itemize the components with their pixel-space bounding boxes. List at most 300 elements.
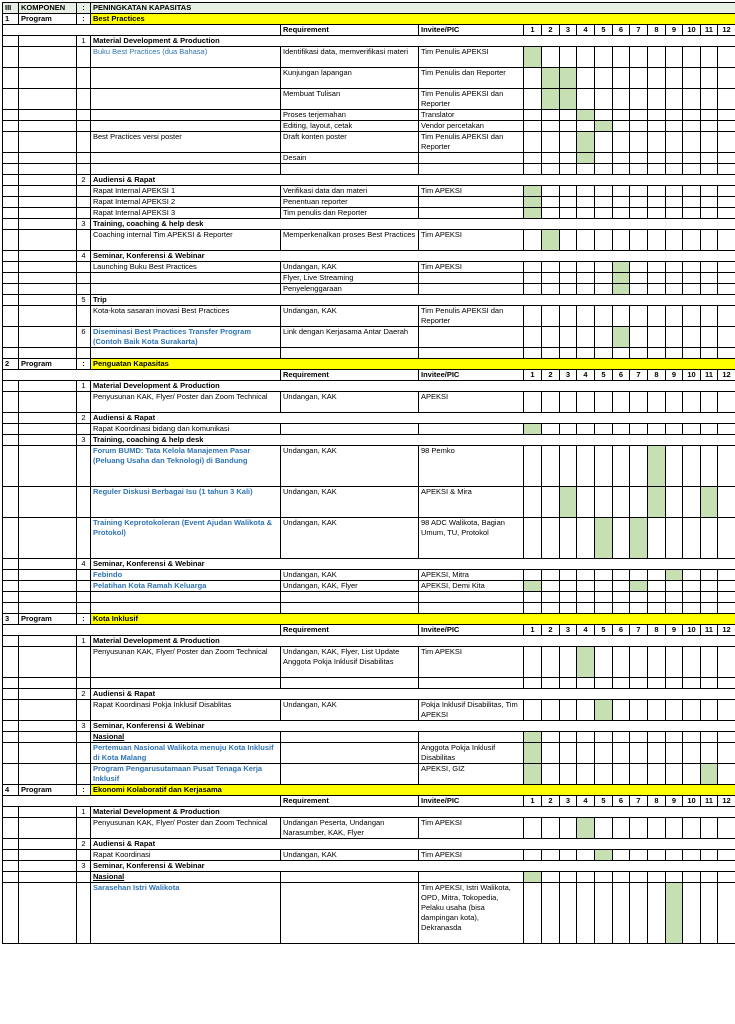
- activity-row: [3, 153, 735, 164]
- activity-row: [3, 132, 735, 153]
- month-header: 3: [560, 625, 577, 636]
- month-cell: [718, 284, 735, 295]
- month-cell: [666, 592, 683, 603]
- month-cell: [718, 743, 735, 764]
- month-cell: [648, 424, 666, 435]
- month-cell: [613, 570, 630, 581]
- month-cell: [595, 818, 613, 839]
- activity-row: [3, 186, 735, 197]
- month-cell: [666, 164, 683, 175]
- month-cell: [683, 121, 701, 132]
- activity-name: Launching Buku Best Practices: [91, 262, 281, 273]
- activity-name: Training Keprotokoleran (Event Ajudan Walikota & Protokol): [91, 518, 281, 559]
- activity-row: [3, 273, 735, 284]
- month-cell: [648, 700, 666, 721]
- activity-name: [91, 110, 281, 121]
- section-number: 5: [77, 295, 91, 306]
- month-cell: [718, 592, 735, 603]
- activity-name: Penyusunan KAK, Flyer/ Poster dan Zoom Technical: [91, 818, 281, 839]
- month-cell: [577, 764, 595, 785]
- invitee-cell: Tim APEKSI, Istri Walikota, OPD, Mitra, Tokopedia, Pelaku usaha (bisa dampingan kota), Dekranasda: [419, 883, 524, 944]
- section-number: 3: [77, 861, 91, 872]
- month-cell: [560, 121, 577, 132]
- month-cell: [630, 592, 648, 603]
- month-cell: [613, 872, 630, 883]
- requirement-cell: Editing, layout, cetak: [281, 121, 419, 132]
- activity-name: [91, 284, 281, 295]
- activity-name: [91, 89, 281, 110]
- month-header: 2: [542, 625, 560, 636]
- invitee-cell: APEKSI, Mitra: [419, 570, 524, 581]
- invitee-cell: [419, 273, 524, 284]
- month-cell: [595, 230, 613, 251]
- section-number: 4: [77, 559, 91, 570]
- month-header: 10: [683, 625, 701, 636]
- month-header: 2: [542, 796, 560, 807]
- section-row: [3, 36, 735, 47]
- month-cell: [666, 700, 683, 721]
- month-cell: [683, 581, 701, 592]
- month-cell: [613, 68, 630, 89]
- month-cell: [718, 518, 735, 559]
- month-cell: [630, 262, 648, 273]
- activity-row: [3, 230, 735, 251]
- month-header: 6: [613, 25, 630, 36]
- month-cell: [666, 570, 683, 581]
- month-cell: [613, 284, 630, 295]
- month-cell: [560, 89, 577, 110]
- month-cell: [683, 678, 701, 689]
- month-cell: [648, 230, 666, 251]
- month-cell: [595, 392, 613, 413]
- month-cell: [577, 700, 595, 721]
- month-cell: [718, 68, 735, 89]
- program-row: [3, 785, 735, 796]
- requirement-cell: Penyelenggaraan: [281, 284, 419, 295]
- month-header: 12: [718, 796, 735, 807]
- month-header: 11: [701, 796, 718, 807]
- month-cell: [524, 132, 542, 153]
- month-header: 12: [718, 625, 735, 636]
- row-number: 3: [3, 614, 19, 625]
- month-cell: [542, 47, 560, 68]
- invitee-cell: Tim APEKSI: [419, 818, 524, 839]
- month-cell: [718, 487, 735, 518]
- invitee-header: Invitee/PIC: [419, 25, 524, 36]
- month-cell: [524, 764, 542, 785]
- month-cell: [613, 743, 630, 764]
- requirement-cell: Verifikasi data dan materi: [281, 186, 419, 197]
- column-header-row: [3, 796, 735, 807]
- month-cell: [648, 581, 666, 592]
- activity-name: Rapat Internal APEKSI 3: [91, 208, 281, 219]
- month-cell: [718, 327, 735, 348]
- month-cell: [630, 164, 648, 175]
- month-cell: [683, 424, 701, 435]
- subsection-row: [3, 872, 735, 883]
- month-cell: [560, 818, 577, 839]
- month-cell: [666, 262, 683, 273]
- month-cell: [613, 850, 630, 861]
- month-cell: [595, 592, 613, 603]
- section-title: Audiensi & Rapat: [91, 839, 735, 850]
- month-cell: [560, 570, 577, 581]
- requirement-cell: Undangan, KAK: [281, 262, 419, 273]
- month-cell: [648, 603, 666, 614]
- section-row: [3, 295, 735, 306]
- invitee-header: Invitee/PIC: [419, 625, 524, 636]
- month-cell: [577, 518, 595, 559]
- month-cell: [542, 732, 560, 743]
- month-header: 6: [613, 796, 630, 807]
- invitee-cell: Pokja Inklusif Disabilitas, Tim APEKSI: [419, 700, 524, 721]
- activity-row: [3, 424, 735, 435]
- activity-row: [3, 570, 735, 581]
- activity-row: [3, 208, 735, 219]
- month-cell: [577, 306, 595, 327]
- month-cell: [577, 89, 595, 110]
- month-cell: [701, 197, 718, 208]
- requirement-cell: [281, 764, 419, 785]
- month-header: 3: [560, 796, 577, 807]
- month-cell: [630, 424, 648, 435]
- month-cell: [630, 743, 648, 764]
- month-cell: [613, 186, 630, 197]
- month-cell: [595, 153, 613, 164]
- section-row: [3, 175, 735, 186]
- month-cell: [560, 262, 577, 273]
- invitee-cell: [419, 208, 524, 219]
- month-cell: [595, 327, 613, 348]
- month-cell: [613, 647, 630, 678]
- month-cell: [595, 164, 613, 175]
- month-cell: [701, 592, 718, 603]
- month-cell: [630, 581, 648, 592]
- month-cell: [666, 446, 683, 487]
- blank-row: [3, 592, 735, 603]
- month-cell: [666, 273, 683, 284]
- month-cell: [630, 818, 648, 839]
- row-colon: :: [77, 359, 91, 370]
- row-label: Program: [19, 359, 77, 370]
- month-cell: [683, 743, 701, 764]
- month-header: 3: [560, 370, 577, 381]
- month-cell: [718, 132, 735, 153]
- month-cell: [683, 487, 701, 518]
- month-cell: [595, 262, 613, 273]
- month-cell: [524, 678, 542, 689]
- month-cell: [701, 818, 718, 839]
- month-cell: [648, 647, 666, 678]
- month-cell: [595, 581, 613, 592]
- month-cell: [718, 678, 735, 689]
- row-number: 1: [3, 14, 19, 25]
- month-cell: [577, 818, 595, 839]
- month-header: 1: [524, 625, 542, 636]
- month-cell: [701, 348, 718, 359]
- month-cell: [524, 743, 542, 764]
- month-header: 3: [560, 25, 577, 36]
- month-cell: [648, 764, 666, 785]
- month-cell: [718, 89, 735, 110]
- month-cell: [524, 700, 542, 721]
- month-cell: [648, 883, 666, 944]
- month-cell: [630, 197, 648, 208]
- section-row: [3, 251, 735, 262]
- month-cell: [560, 392, 577, 413]
- month-cell: [613, 306, 630, 327]
- requirement-cell: Tim penulis dan Reporter: [281, 208, 419, 219]
- month-cell: [718, 850, 735, 861]
- month-cell: [683, 132, 701, 153]
- month-cell: [577, 743, 595, 764]
- month-cell: [701, 446, 718, 487]
- month-cell: [577, 110, 595, 121]
- month-cell: [666, 348, 683, 359]
- month-cell: [613, 732, 630, 743]
- month-cell: [666, 883, 683, 944]
- month-cell: [542, 392, 560, 413]
- work-plan-table: [2, 2, 735, 944]
- month-cell: [701, 208, 718, 219]
- month-cell: [613, 132, 630, 153]
- month-cell: [524, 818, 542, 839]
- section-number: 1: [77, 36, 91, 47]
- month-cell: [683, 47, 701, 68]
- month-cell: [701, 110, 718, 121]
- month-cell: [666, 89, 683, 110]
- month-cell: [648, 592, 666, 603]
- month-cell: [718, 570, 735, 581]
- month-cell: [630, 273, 648, 284]
- month-cell: [701, 487, 718, 518]
- invitee-cell: [419, 153, 524, 164]
- month-cell: [542, 132, 560, 153]
- month-cell: [577, 872, 595, 883]
- month-cell: [560, 700, 577, 721]
- month-cell: [718, 424, 735, 435]
- month-cell: [701, 132, 718, 153]
- month-header: 11: [701, 625, 718, 636]
- month-cell: [577, 132, 595, 153]
- month-cell: [683, 110, 701, 121]
- month-cell: [701, 186, 718, 197]
- month-cell: [595, 306, 613, 327]
- month-header: 7: [630, 25, 648, 36]
- month-cell: [683, 262, 701, 273]
- month-cell: [630, 647, 648, 678]
- month-cell: [648, 743, 666, 764]
- month-cell: [718, 392, 735, 413]
- month-cell: [666, 132, 683, 153]
- month-cell: [701, 732, 718, 743]
- activity-name: [91, 68, 281, 89]
- month-header: 8: [648, 625, 666, 636]
- activity-row: [3, 764, 735, 785]
- section-number: 3: [77, 721, 91, 732]
- month-cell: [666, 603, 683, 614]
- month-cell: [701, 678, 718, 689]
- month-cell: [630, 446, 648, 487]
- month-cell: [542, 110, 560, 121]
- month-cell: [683, 306, 701, 327]
- month-cell: [666, 153, 683, 164]
- section-row: [3, 435, 735, 446]
- month-cell: [701, 603, 718, 614]
- row-colon: :: [77, 14, 91, 25]
- month-cell: [595, 197, 613, 208]
- activity-name: Rapat Internal APEKSI 2: [91, 197, 281, 208]
- month-cell: [718, 186, 735, 197]
- invitee-cell: APEKSI, Demi Kita: [419, 581, 524, 592]
- month-cell: [524, 284, 542, 295]
- invitee-cell: Tim Penulis APEKSI: [419, 47, 524, 68]
- month-cell: [718, 818, 735, 839]
- month-cell: [701, 581, 718, 592]
- invitee-cell: [419, 284, 524, 295]
- month-cell: [577, 647, 595, 678]
- month-cell: [595, 732, 613, 743]
- month-cell: [595, 47, 613, 68]
- month-header: 10: [683, 25, 701, 36]
- activity-name: Diseminasi Best Practices Transfer Program (Contoh Baik Kota Surakarta): [91, 327, 281, 348]
- program-title: Penguatan Kapasitas: [91, 359, 735, 370]
- month-cell: [613, 518, 630, 559]
- activity-name: Forum BUMD: Tata Kelola Manajemen Pasar (Peluang Usaha dan Teknologi) di Bandung: [91, 446, 281, 487]
- activity-row: [3, 392, 735, 413]
- row-colon: :: [77, 785, 91, 796]
- month-cell: [666, 110, 683, 121]
- month-cell: [718, 603, 735, 614]
- month-cell: [701, 743, 718, 764]
- month-cell: [577, 392, 595, 413]
- month-cell: [577, 121, 595, 132]
- requirement-cell: Undangan, KAK: [281, 392, 419, 413]
- requirement-cell: Memperkenalkan proses Best Practices: [281, 230, 419, 251]
- activity-row: [3, 262, 735, 273]
- row-number: 2: [3, 359, 19, 370]
- row-label: Program: [19, 614, 77, 625]
- invitee-cell: Tim APEKSI: [419, 850, 524, 861]
- month-cell: [630, 186, 648, 197]
- month-header: 7: [630, 796, 648, 807]
- month-cell: [560, 153, 577, 164]
- month-cell: [683, 647, 701, 678]
- section-title: Training, coaching & help desk: [91, 435, 735, 446]
- month-cell: [666, 424, 683, 435]
- month-cell: [595, 424, 613, 435]
- month-header: 12: [718, 370, 735, 381]
- row-label: Program: [19, 14, 77, 25]
- month-cell: [542, 883, 560, 944]
- month-cell: [666, 647, 683, 678]
- month-cell: [613, 581, 630, 592]
- row-colon: :: [77, 3, 91, 14]
- month-cell: [718, 164, 735, 175]
- invitee-cell: [419, 327, 524, 348]
- section-title: Seminar, Konferensi & Webinar: [91, 861, 735, 872]
- month-header: 2: [542, 25, 560, 36]
- month-cell: [701, 647, 718, 678]
- month-cell: [666, 284, 683, 295]
- month-cell: [560, 678, 577, 689]
- month-cell: [630, 850, 648, 861]
- month-cell: [613, 348, 630, 359]
- month-cell: [577, 446, 595, 487]
- month-cell: [613, 818, 630, 839]
- requirement-cell: Proses terjemahan: [281, 110, 419, 121]
- month-cell: [542, 121, 560, 132]
- month-cell: [577, 570, 595, 581]
- month-cell: [683, 89, 701, 110]
- month-header: 12: [718, 25, 735, 36]
- month-cell: [701, 872, 718, 883]
- month-cell: [595, 186, 613, 197]
- section-row: [3, 413, 735, 424]
- month-cell: [542, 153, 560, 164]
- month-cell: [577, 487, 595, 518]
- month-cell: [630, 153, 648, 164]
- month-cell: [524, 424, 542, 435]
- month-cell: [560, 186, 577, 197]
- month-cell: [613, 327, 630, 348]
- month-cell: [560, 348, 577, 359]
- month-cell: [577, 348, 595, 359]
- invitee-header: Invitee/PIC: [419, 370, 524, 381]
- month-cell: [524, 487, 542, 518]
- month-cell: [595, 121, 613, 132]
- month-cell: [560, 273, 577, 284]
- subsection-row: [3, 732, 735, 743]
- month-cell: [648, 327, 666, 348]
- requirement-cell: Identifikasi data, memverifikasi materi: [281, 47, 419, 68]
- month-cell: [577, 197, 595, 208]
- activity-name: Program Pengarusutamaan Pusat Tenaga Kerja Inklusif: [91, 764, 281, 785]
- invitee-cell: Tim APEKSI: [419, 262, 524, 273]
- month-cell: [560, 592, 577, 603]
- month-cell: [648, 47, 666, 68]
- section-row: [3, 559, 735, 570]
- month-cell: [577, 230, 595, 251]
- month-cell: [577, 273, 595, 284]
- activity-name: [91, 153, 281, 164]
- invitee-cell: Tim APEKSI: [419, 647, 524, 678]
- requirement-cell: [281, 743, 419, 764]
- month-cell: [648, 732, 666, 743]
- month-cell: [595, 700, 613, 721]
- month-cell: [542, 700, 560, 721]
- month-cell: [524, 850, 542, 861]
- month-cell: [630, 764, 648, 785]
- month-cell: [613, 47, 630, 68]
- invitee-cell: Tim Penulis APEKSI dan Reporter: [419, 89, 524, 110]
- month-cell: [542, 570, 560, 581]
- program-title: Best Practices: [91, 14, 735, 25]
- month-cell: [701, 327, 718, 348]
- month-cell: [524, 208, 542, 219]
- month-cell: [683, 348, 701, 359]
- month-cell: [701, 68, 718, 89]
- month-cell: [718, 208, 735, 219]
- month-cell: [595, 647, 613, 678]
- requirement-cell: Undangan, KAK, Flyer: [281, 581, 419, 592]
- month-cell: [613, 273, 630, 284]
- month-cell: [630, 121, 648, 132]
- section-title: Audiensi & Rapat: [91, 689, 735, 700]
- month-header: 10: [683, 370, 701, 381]
- month-cell: [630, 110, 648, 121]
- month-cell: [648, 132, 666, 153]
